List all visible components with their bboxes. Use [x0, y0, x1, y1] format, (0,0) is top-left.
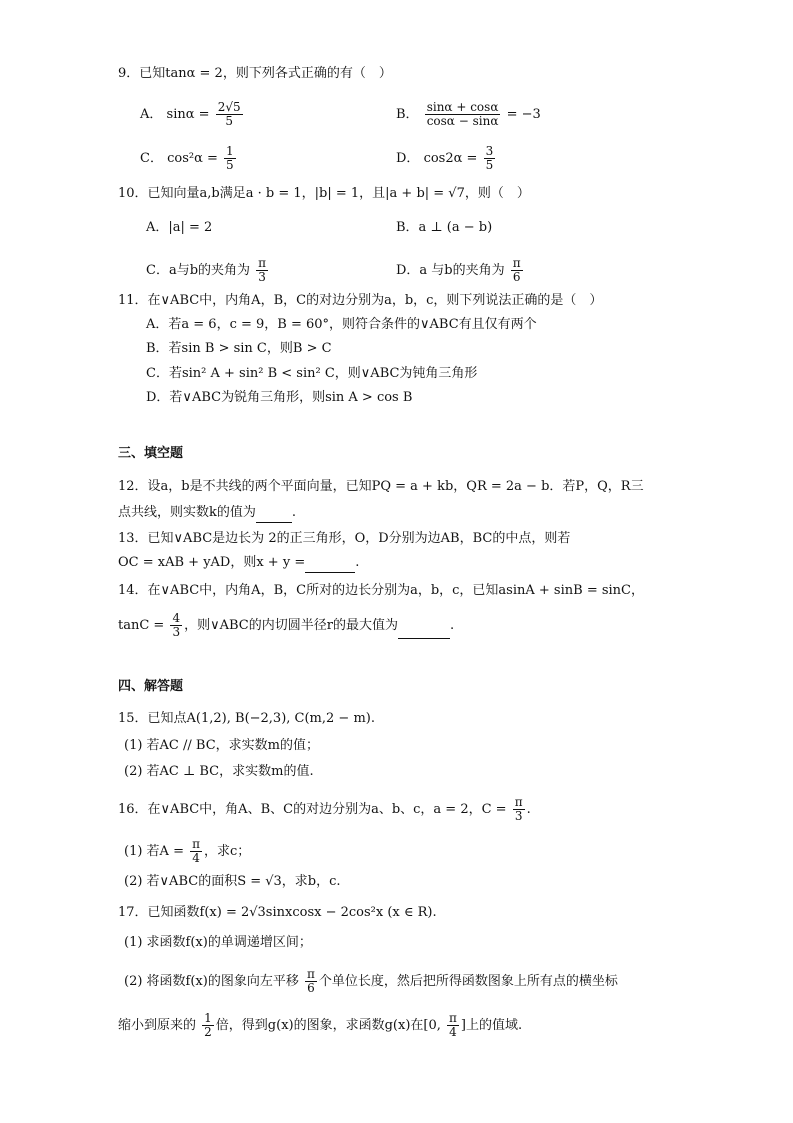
q17-part1: (1) 求函数f(x)的单调递增区间；	[124, 935, 312, 950]
q16-fraction	[513, 796, 525, 823]
q11-option-c: C．若sin² A + sin² B < sin² C，则∨ABC为钝角三角形	[146, 366, 478, 381]
q9-c-fraction	[224, 145, 236, 172]
q9-b-fraction	[425, 101, 501, 128]
q16-p1-fraction	[190, 838, 202, 865]
q9-c-num: 1	[226, 144, 234, 158]
q12-line1: 12．设a，b是不共线的两个平面向量，已知PQ = a + kb，QR = 2a − b．若P，Q，R三	[118, 479, 644, 494]
q9-d-den: 5	[485, 158, 494, 172]
q9-b-num: sinα + cosα	[426, 100, 499, 114]
q14-line2-end: .	[449, 618, 455, 633]
q16-num: π	[514, 795, 523, 809]
q10-option-d	[396, 257, 525, 284]
q9-d-pre: cos2α =	[423, 151, 478, 166]
q13-line1: 13．已知∨ABC是边长为 2的正三角形，O，D分别为边AB，BC的中点，则若	[118, 531, 571, 546]
q9-b-den: cosα − sinα	[426, 114, 499, 128]
q10-c-fraction	[256, 257, 268, 284]
q9-a-num: 2√5	[217, 100, 241, 114]
q13-answer-blank	[305, 558, 355, 573]
q16-p1-post: ，求c；	[204, 844, 251, 859]
q9-option-c	[140, 145, 238, 172]
q17-p2-den: 6	[307, 981, 315, 995]
q16-p1-pre: (1) 若A =	[124, 844, 184, 859]
q14-den: 3	[172, 625, 181, 639]
q9-c-pre: cos²α =	[167, 151, 218, 166]
q10-d-label: D．a 与b的夹角为	[396, 263, 505, 278]
q9-a-den: 5	[225, 114, 233, 128]
q17-interval-close: ]	[460, 1018, 466, 1033]
q9-c-den: 5	[226, 158, 234, 172]
q16-stem-post: .	[526, 802, 531, 817]
q16-den: 3	[514, 809, 523, 823]
q17-p3-mid: 倍，得到g(x)的图象，求函数g(x)在	[215, 1018, 424, 1033]
q17-part2	[124, 968, 618, 995]
q17-interval-den: 4	[449, 1025, 457, 1039]
q17-part2-cont	[118, 1012, 522, 1039]
q10-option-b: B．a ⊥ (a − b)	[396, 220, 493, 235]
q17-p2-fraction	[305, 968, 317, 995]
q14-line2	[118, 612, 454, 639]
q14-line1: 14．在∨ABC中，内角A，B，C所对的边长分别为a，b，c，已知asinA + sinB = sinC，	[118, 583, 644, 598]
q17-interval-fraction	[447, 1012, 459, 1039]
q12-line2-pre: 点共线，则实数k的值为	[118, 505, 256, 520]
q11-option-a: A．若a = 6，c = 9，B = 60°，则符合条件的∨ABC有且仅有两个	[146, 317, 537, 332]
q14-line2-pre: tanC =	[118, 618, 165, 633]
q17-p2-num: π	[306, 967, 315, 981]
q9-b-post: = −3	[506, 107, 541, 122]
q10-c-label: C．a与b的夹角为	[146, 263, 251, 278]
q10-stem: 10．已知向量a,b满足a · b = 1，|b| = 1，且|a + b| = √7，则（ ）	[118, 186, 530, 201]
q9-d-label: D．	[396, 151, 420, 166]
q13-line2	[118, 553, 359, 573]
q16-part2: (2) 若∨ABC的面积S = √3，求b，c.	[124, 874, 341, 889]
q10-option-c	[146, 257, 270, 284]
q15-stem: 15．已知点A(1,2), B(−2,3), C(m,2 − m).	[118, 711, 375, 726]
q10-d-den: 6	[512, 270, 521, 284]
q9-a-fraction	[216, 101, 243, 128]
q12-line2	[118, 503, 296, 523]
q15-part2: (2) 若AC ⊥ BC，求实数m的值.	[124, 764, 314, 779]
q10-c-num: π	[258, 256, 267, 270]
q9-stem: 9．已知tanα = 2，则下列各式正确的有（ ）	[118, 66, 392, 81]
q13-line2-pre: OC = xAB + yAD，则x + y =	[118, 555, 306, 570]
section-answer-heading: 四、解答题	[118, 679, 184, 694]
q11-option-b: B．若sin B > sin C，则B > C	[146, 341, 332, 356]
q9-c-label: C．	[140, 151, 163, 166]
q10-d-num: π	[512, 256, 521, 270]
q17-p2-post: 个单位长度，然后把所得函数图象上所有点的横坐标	[318, 974, 618, 989]
q15-part1: (1) 若AC // BC，求实数m的值；	[124, 738, 319, 753]
q16-stem	[118, 796, 531, 823]
q17-p2-pre: (2) 将函数f(x)的图象向左平移	[124, 974, 299, 989]
section-fill-in-heading: 三、填空题	[118, 446, 184, 461]
q17-stem: 17．已知函数f(x) = 2√3sinxcosx − 2cos²x (x ∈ R).	[118, 905, 437, 920]
q17-p3-end: 上的值域.	[466, 1018, 523, 1033]
q12-line2-post: .	[291, 505, 297, 520]
q10-c-den: 3	[258, 270, 266, 284]
q9-d-fraction	[484, 145, 496, 172]
q12-answer-blank	[256, 508, 292, 523]
q16-p1-den: 4	[192, 851, 200, 865]
q10-option-a: A．|a| = 2	[146, 220, 213, 235]
q10-d-fraction	[511, 257, 523, 284]
q13-line2-post: .	[355, 555, 360, 570]
q17-p3-den: 2	[204, 1025, 212, 1039]
q9-a-pre: sinα =	[166, 107, 210, 122]
q11-option-d: D．若∨ABC为锐角三角形，则sin A > cos B	[146, 390, 413, 405]
q9-option-d	[396, 145, 497, 172]
q9-option-a	[140, 101, 245, 128]
q9-b-label: B．	[396, 107, 419, 122]
q16-stem-pre: 16．在∨ABC中，角A、B、C的对边分别为a、b、c，a = 2，C =	[118, 802, 507, 817]
q17-interval-open: [0,	[423, 1018, 441, 1033]
q14-num: 4	[172, 611, 181, 625]
q17-p3-num: 1	[204, 1011, 212, 1025]
q9-a-label: A．	[140, 107, 163, 122]
q16-part1	[124, 838, 250, 865]
q14-line2-post: ，则∨ABC的内切圆半径r的最大值为	[184, 618, 398, 633]
q14-fraction	[170, 612, 182, 639]
q11-stem: 11．在∨ABC中，内角A，B，C的对边分别为a，b，c，则下列说法正确的是（ ）	[118, 293, 603, 308]
q16-p1-num: π	[192, 837, 200, 851]
q9-d-num: 3	[485, 144, 494, 158]
q17-p3-fraction	[202, 1012, 214, 1039]
q17-interval-num: π	[449, 1011, 457, 1025]
q14-answer-blank	[398, 624, 450, 639]
q17-p3-pre: 缩小到原来的	[118, 1018, 197, 1033]
q9-option-b	[396, 101, 541, 128]
